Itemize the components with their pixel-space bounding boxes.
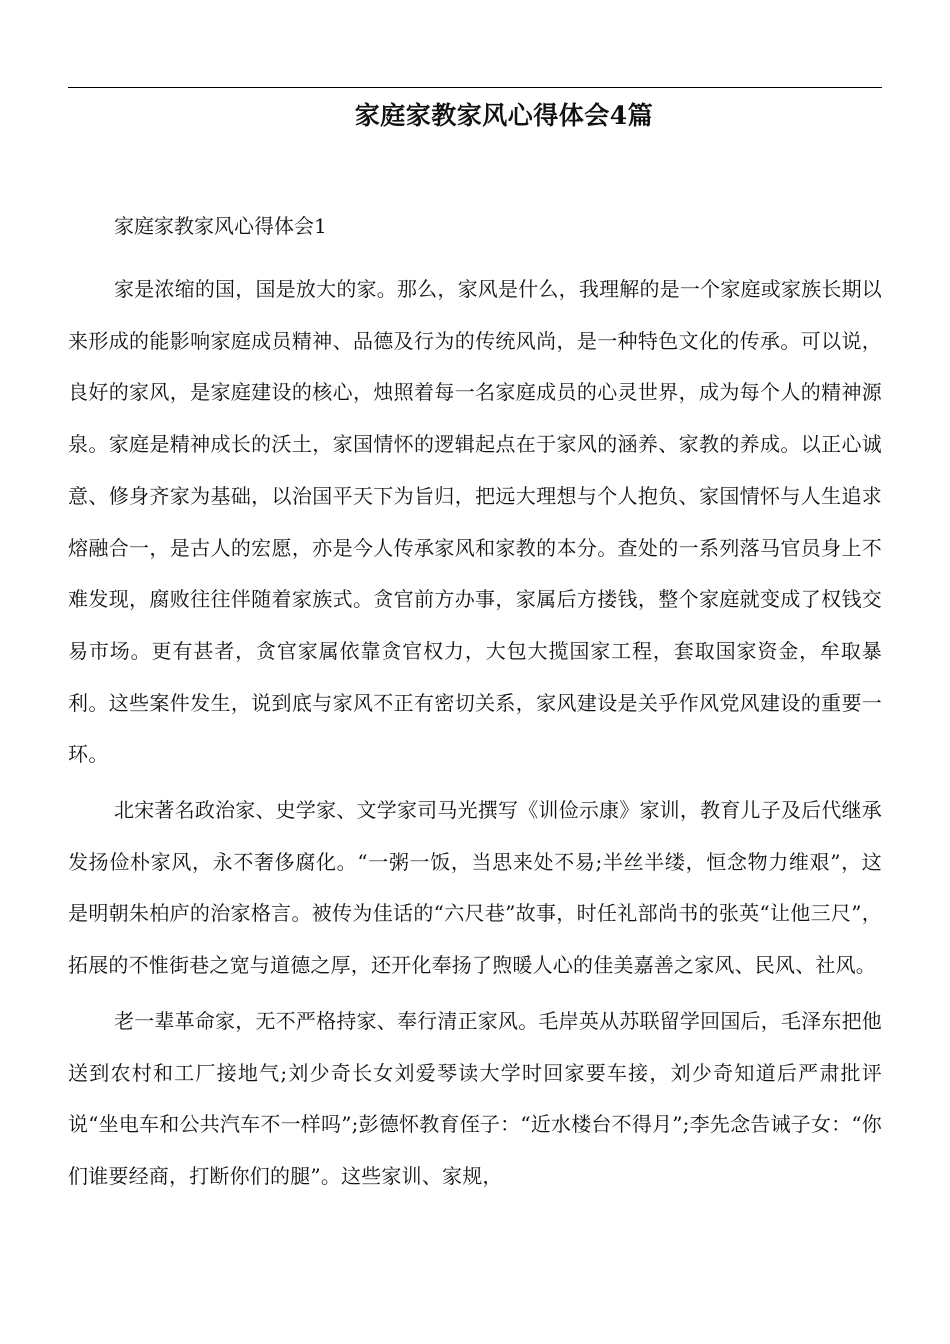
document-title: 家庭家教家风心得体会4篇 [354, 101, 654, 130]
header-rule [68, 87, 882, 88]
paragraph-1: 家是浓缩的国，国是放大的家。那么，家风是什么，我理解的是一个家庭或家族长期以来形成的能影响家庭成员精神、品德及行为的传统风尚，是一种特色文化的传承。可以说，良好的家风，是家庭建设的核心，烛照着每一名家庭成员的心灵世界，成为每个人的精神源泉。家庭是精神成长的沃土，家国情怀的逻辑起点在于家风的涵养、家教的养成。以正心诚意、修身齐家为基础，以治国平天下为旨归，把远大理想与个人抱负、家国情怀与人生追求熔融合一，是古人的宏愿，亦是今人传承家风和家教的本分。查处的一系列落马官员身上不难发现，腐败往往伴随着家族式。贪官前方办事，家属后方搂钱，整个家庭就变成了权钱交易市场。更有甚者，贪官家属依靠贪官权力，大包大揽国家工程，套取国家资金，牟取暴利。这些案件发生，说到底与家风不正有密切关系，家风建设是关乎作风党风建设的重要一环。 [68, 277, 882, 767]
section-heading: 家庭家教家风心得体会1 [114, 214, 327, 238]
paragraph-2: 北宋著名政治家、史学家、文学家司马光撰写《训俭示康》家训，教育儿子及后代继承发扬俭朴家风，永不奢侈腐化。“一粥一饭，当思来处不易;半丝半缕，恒念物力维艰”，这是明朝朱柏庐的治家格言。被传为佳话的“六尺巷”故事，时任礼部尚书的张英“让他三尺”，拓展的不惟街巷之宽与道德之厚，还开化奉扬了煦暖人心的佳美嘉善之家风、民风、社风。 [68, 798, 882, 978]
document-body [68, 212, 882, 1207]
paragraph-3: 老一辈革命家，无不严格持家、奉行清正家风。毛岸英从苏联留学回国后，毛泽东把他送到农村和工厂接地气;刘少奇长女刘爱琴读大学时回家要车接，刘少奇知道后严肃批评说“坐电车和公共汽车不一样吗”;彭德怀教育侄子：“近水楼台不得月”;李先念告诫子女：“你们谁要经商，打断你们的腿”。这些家训、家规， [68, 1008, 882, 1188]
